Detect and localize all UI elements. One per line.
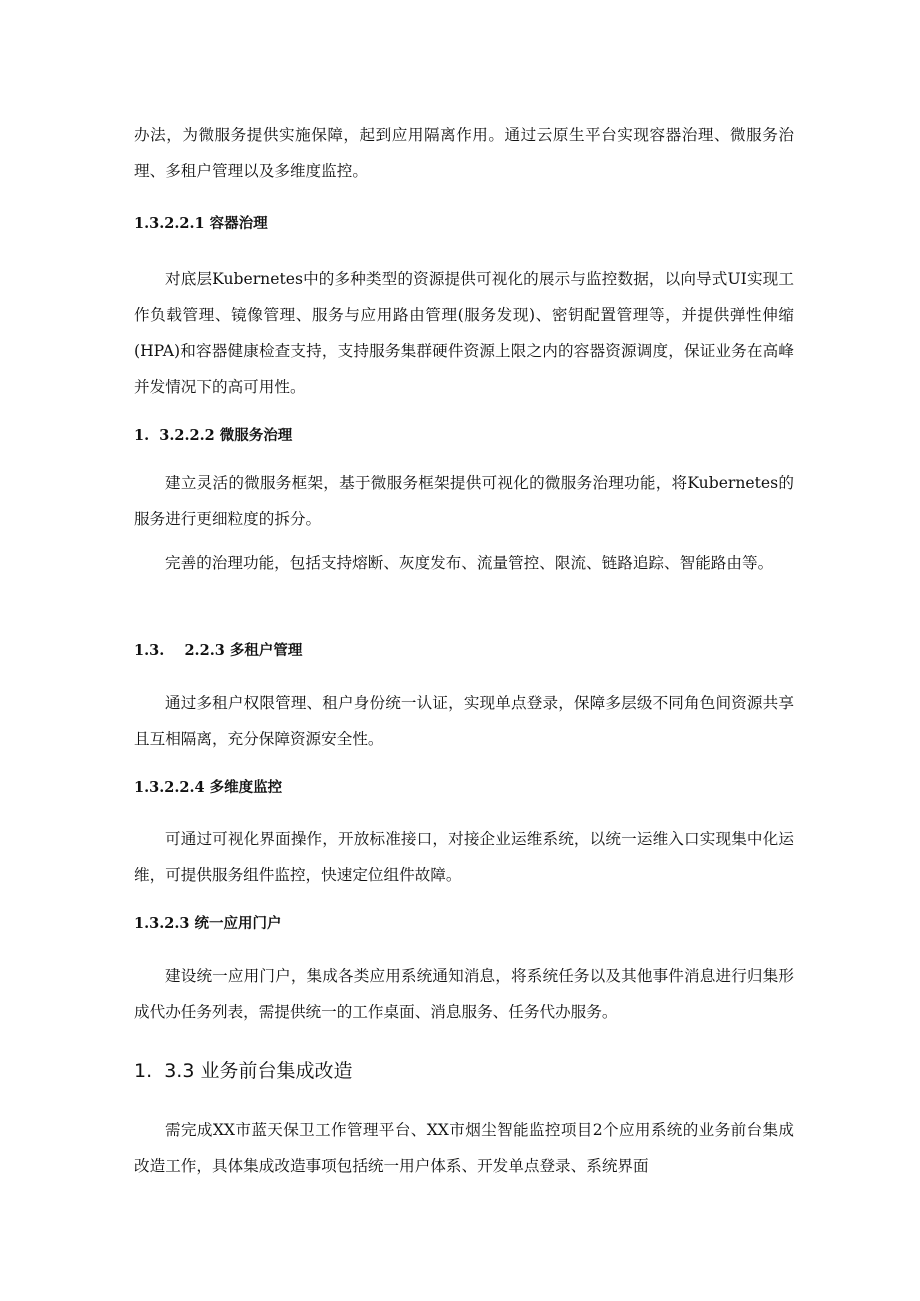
- paragraph-microservice-framework: 建立灵活的微服务框架，基于微服务框架提供可视化的微服务治理功能，将Kubernetes的服务进行更细粒度的拆分。: [134, 474, 794, 528]
- heading-container-governance: 1.3.2.2.1 容器治理: [134, 215, 268, 232]
- paragraph-governance-features: 完善的治理功能，包括支持熔断、灰度发布、流量管控、限流、链路追踪、智能路由等。: [165, 554, 774, 572]
- heading-microservice-governance: 1. 3.2.2.2 微服务治理: [134, 427, 293, 444]
- paragraph-unified-portal: 建设统一应用门户，集成各类应用系统通知消息，将系统任务以及其他事件消息进行归集形成代办任务列表，需提供统一的工作桌面、消息服务、任务代办服务。: [134, 967, 794, 1021]
- paragraph-intro-continued: 办法，为微服务提供实施保障，起到应用隔离作用。通过云原生平台实现容器治理、微服务治理、多租户管理以及多维度监控。: [134, 126, 794, 180]
- paragraph-container-governance: 对底层Kubernetes中的多种类型的资源提供可视化的展示与监控数据，以向导式UI实现工作负载管理、镜像管理、服务与应用路由管理(服务发现)、密钥配置管理等，并提供弹性伸缩(HPA)和容器健康检查支持，支持服务集群硬件资源上限之内的容器资源调度，保证业务在高峰并发情况下的高可用性。: [134, 270, 794, 396]
- paragraph-frontend-integration: 需完成XX市蓝天保卫工作管理平台、XX市烟尘智能监控项目2个应用系统的业务前台集成改造工作，具体集成改造事项包括统一用户体系、开发单点登录、系统界面: [134, 1121, 794, 1175]
- paragraph-multi-tenant: 通过多租户权限管理、租户身份统一认证，实现单点登录，保障多层级不同角色间资源共享且互相隔离，充分保障资源安全性。: [134, 694, 794, 748]
- paragraph-multi-dimensional-monitoring: 可通过可视化界面操作，开放标准接口，对接企业运维系统，以统一运维入口实现集中化运维，可提供服务组件监控，快速定位组件故障。: [134, 830, 794, 884]
- heading-multi-tenant: 1.3. 2.2.3 多租户管理: [134, 642, 303, 659]
- heading-frontend-integration: 1. 3.3 业务前台集成改造: [134, 1060, 353, 1082]
- heading-multi-dimensional-monitoring: 1.3.2.2.4 多维度监控: [134, 779, 283, 796]
- heading-unified-portal: 1.3.2.3 统一应用门户: [134, 915, 282, 932]
